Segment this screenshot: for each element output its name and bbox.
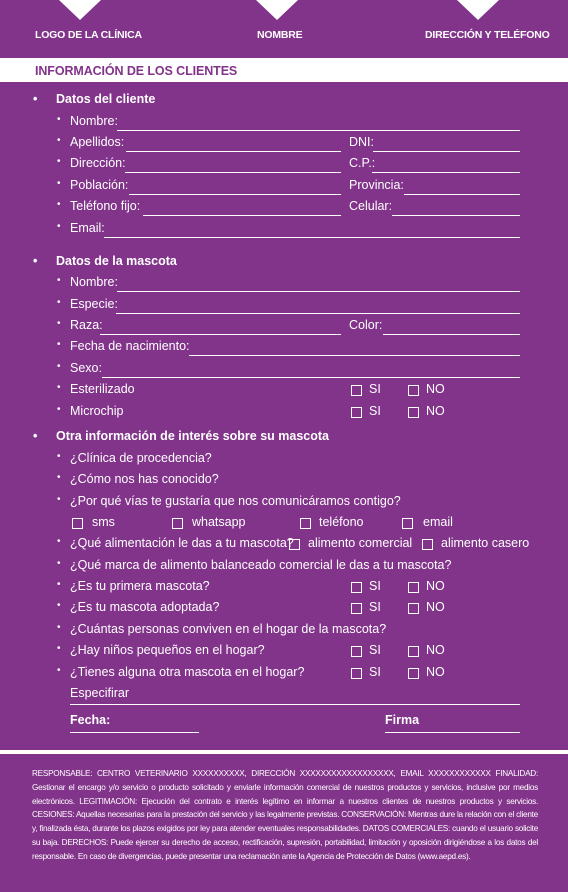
bullet: • (57, 451, 61, 462)
field-pet-nombre[interactable] (0, 275, 568, 295)
checkbox-primera-si[interactable] (351, 582, 362, 593)
bullet: • (57, 494, 61, 505)
input-line-client-direccion[interactable] (125, 172, 341, 173)
field-label-provincia: Provincia: (349, 178, 404, 192)
input-line-client-apellidos[interactable] (126, 151, 341, 152)
via-options (0, 515, 568, 535)
option-label-alimento-casero: alimento casero (441, 536, 530, 550)
bullet: • (57, 297, 61, 308)
checkbox-esterilizado-no[interactable] (408, 385, 419, 396)
field-pet-raza[interactable] (0, 318, 568, 338)
field-label: Población: (70, 178, 129, 192)
field-client-poblacion[interactable] (0, 178, 568, 198)
section-title: INFORMACIÓN DE LOS CLIENTES (0, 58, 568, 82)
option-label-no: NO (426, 382, 445, 396)
bullet: • (57, 622, 61, 633)
logo-placeholder-label: LOGO DE LA CLÍNICA (35, 29, 142, 41)
other-section-title: Otra información de interés sobre su mascota (56, 429, 329, 443)
field-pet-sexo[interactable] (0, 361, 568, 381)
input-line-pet-color[interactable] (383, 334, 520, 335)
question-label: ¿Clínica de procedencia? (70, 451, 212, 465)
firma-label: Firma (385, 713, 420, 727)
bullet: • (57, 404, 61, 415)
input-line-pet-raza[interactable] (100, 334, 341, 335)
question-vias-comunicacion (0, 494, 568, 514)
input-line-firma[interactable] (385, 732, 520, 733)
field-label: Microchip (70, 404, 124, 418)
checkbox-alimento-casero[interactable] (422, 539, 433, 550)
bullet: • (57, 318, 61, 329)
field-label-celular: Celular: (349, 199, 393, 213)
field-label: Especifirar (70, 686, 130, 700)
field-label: Apellidos: (70, 135, 125, 149)
field-label: Fecha de nacimiento: (70, 339, 190, 353)
field-label: Email: (70, 221, 105, 235)
bullet: • (57, 579, 61, 590)
question-label: ¿Cómo nos has conocido? (70, 472, 219, 486)
option-label-no: NO (426, 665, 445, 679)
checkbox-primera-no[interactable] (408, 582, 419, 593)
question-label: ¿Cuántas personas conviven en el hogar de la mascota? (70, 622, 387, 636)
checkbox-otra-si[interactable] (351, 668, 362, 679)
field-pet-microchip (0, 404, 568, 424)
header-marker-logo (59, 0, 101, 20)
bullet: • (57, 643, 61, 654)
question-label: ¿Hay niños pequeños en el hogar? (70, 643, 265, 657)
question-label: ¿Es tu primera mascota? (70, 579, 210, 593)
input-line-pet-especie[interactable] (116, 313, 520, 314)
input-line-client-poblacion[interactable] (129, 194, 341, 195)
bullet: • (57, 178, 61, 189)
bullet: • (57, 275, 61, 286)
header-marker-name (256, 0, 298, 20)
field-pet-fecha-nacimiento[interactable] (0, 339, 568, 359)
question-ninos-hogar (0, 643, 568, 663)
field-label: Esterilizado (70, 382, 135, 396)
option-label-whatsapp: whatsapp (192, 515, 246, 529)
field-label-color: Color: (349, 318, 383, 332)
field-firma[interactable] (0, 713, 568, 733)
header-marker-contact (457, 0, 499, 20)
checkbox-otra-no[interactable] (408, 668, 419, 679)
field-pet-especie[interactable] (0, 297, 568, 317)
input-line-client-dni[interactable] (373, 151, 520, 152)
bullet: • (57, 600, 61, 611)
bullet: • (57, 361, 61, 372)
question-label: ¿Tienes alguna otra mascota en el hogar? (70, 665, 305, 679)
field-label-dni: DNI: (349, 135, 374, 149)
checkbox-via-sms[interactable] (72, 518, 83, 529)
bullet: • (57, 536, 61, 547)
checkbox-adoptada-no[interactable] (408, 603, 419, 614)
field-label: Especie: (70, 297, 118, 311)
input-line-pet-fecha-nacimiento[interactable] (189, 355, 520, 356)
legal-notice: RESPONSABLE: CENTRO VETERINARIO XXXXXXXXXX, DIRECCIÓN XXXXXXXXXXXXXXXXXX, EMAIL XXXXXXXXXXXX FINALIDAD: Gestionar el encargo y/o servicio o producto solicitado y enviarle información comercial de nuestros productos y servicios, inclusive por medios electrónicos. LEGITIMACIÓN: Ejecución del contrato e interés legítimo en informar a nuestros clientes de nuestros productos y servicios. CESIONES: Aquellas necesarias para la prestación del servicio y las legalmente previstas. CONSERVACIÓN: Mientras dure la relación con el cliente y, finalizada ésta, durante los plazos exigidos por ley para atender eventuales responsabilidades. DATOS COMERCIALES: cuando el usuario solicite su baja. DERECHOS: Puede ejercer su derecho de acceso, rectificación, supresión, portabilidad, limitación y oposición dirigiéndose a los datos del responsable. En caso de divergencias, puede presentar una reclamación ante la Agencia de Protección de Datos (www.aepd.es). (32, 769, 538, 861)
checkbox-ninos-no[interactable] (408, 646, 419, 657)
option-label-si: SI (369, 600, 381, 614)
bullet: • (57, 156, 61, 167)
question-otra-mascota (0, 665, 568, 685)
question-label: ¿Es tu mascota adoptada? (70, 600, 220, 614)
checkbox-via-telefono[interactable] (300, 518, 311, 529)
bullet: • (57, 135, 61, 146)
option-label-alimento-comercial: alimento comercial (308, 536, 413, 550)
field-pet-esterilizado (0, 382, 568, 402)
pet-section-title: Datos de la mascota (56, 254, 177, 268)
question-personas-hogar (0, 622, 568, 642)
bullet: • (57, 199, 61, 210)
option-label-si: SI (369, 579, 381, 593)
option-label-email: email (423, 515, 453, 529)
field-label: Nombre: (70, 114, 118, 128)
checkbox-microchip-si[interactable] (351, 407, 362, 418)
bullet: • (57, 221, 61, 232)
question-marca-alimento (0, 558, 568, 578)
bullet: • (33, 92, 38, 106)
bullet: • (57, 472, 61, 483)
clinic-contact-placeholder-label: DIRECCIÓN Y TELÉFONO (425, 29, 550, 41)
field-label: Sexo: (70, 361, 102, 375)
field-label: Raza: (70, 318, 103, 332)
bullet: • (57, 665, 61, 676)
question-label: ¿Por qué vías te gustaría que nos comunicáramos contigo? (70, 494, 401, 508)
bullet: • (57, 382, 61, 393)
bullet: • (57, 339, 61, 350)
input-line-client-telefono[interactable] (143, 215, 341, 216)
input-line-especificar[interactable] (70, 704, 520, 705)
checkbox-ninos-si[interactable] (351, 646, 362, 657)
field-client-email[interactable] (0, 221, 568, 241)
question-como-conocido (0, 472, 568, 492)
question-label: ¿Qué marca de alimento balanceado comercial le das a tu mascota? (70, 558, 452, 572)
question-alimentacion (0, 536, 568, 556)
bullet: • (57, 114, 61, 125)
checkbox-esterilizado-si[interactable] (351, 385, 362, 396)
fecha-label: Fecha: (70, 713, 111, 727)
option-label-no: NO (426, 579, 445, 593)
question-clinica-procedencia (0, 451, 568, 471)
field-label: Teléfono fijo: (70, 199, 141, 213)
footer-divider (0, 750, 568, 754)
option-label-telefono: teléfono (319, 515, 364, 529)
option-label-sms: sms (92, 515, 115, 529)
option-label-si: SI (369, 404, 381, 418)
bullet: • (33, 254, 38, 268)
clinic-name-placeholder-label: NOMBRE (257, 29, 303, 41)
option-label-no: NO (426, 600, 445, 614)
option-label-si: SI (369, 665, 381, 679)
input-line-client-nombre[interactable] (117, 130, 520, 131)
field-client-direccion[interactable] (0, 156, 568, 176)
option-label-si: SI (369, 643, 381, 657)
input-line-client-cp[interactable] (372, 172, 520, 173)
field-client-nombre[interactable] (0, 114, 568, 134)
checkbox-via-email[interactable] (402, 518, 413, 529)
option-label-no: NO (426, 643, 445, 657)
field-label-cp: C.P.: (349, 156, 376, 170)
option-label-no: NO (426, 404, 445, 418)
bullet: • (57, 558, 61, 569)
field-label: Nombre: (70, 275, 118, 289)
input-line-client-celular[interactable] (392, 215, 520, 216)
input-line-pet-nombre[interactable] (117, 291, 520, 292)
header (0, 0, 568, 56)
client-section-title: Datos del cliente (56, 92, 156, 106)
field-especificar[interactable] (0, 686, 568, 706)
input-line-pet-sexo[interactable] (102, 377, 520, 378)
input-line-client-email[interactable] (104, 237, 520, 238)
field-client-apellidos[interactable] (0, 135, 568, 155)
field-client-telefono[interactable] (0, 199, 568, 219)
checkbox-adoptada-si[interactable] (351, 603, 362, 614)
checkbox-alimento-comercial[interactable] (289, 539, 300, 550)
checkbox-microchip-no[interactable] (408, 407, 419, 418)
field-label: Dirección: (70, 156, 126, 170)
question-mascota-adoptada (0, 600, 568, 620)
question-primera-mascota (0, 579, 568, 599)
input-line-client-provincia[interactable] (404, 194, 520, 195)
option-label-si: SI (369, 382, 381, 396)
checkbox-via-whatsapp[interactable] (172, 518, 183, 529)
question-label: ¿Qué alimentación le das a tu mascota? (70, 536, 294, 550)
bullet: • (33, 429, 38, 443)
